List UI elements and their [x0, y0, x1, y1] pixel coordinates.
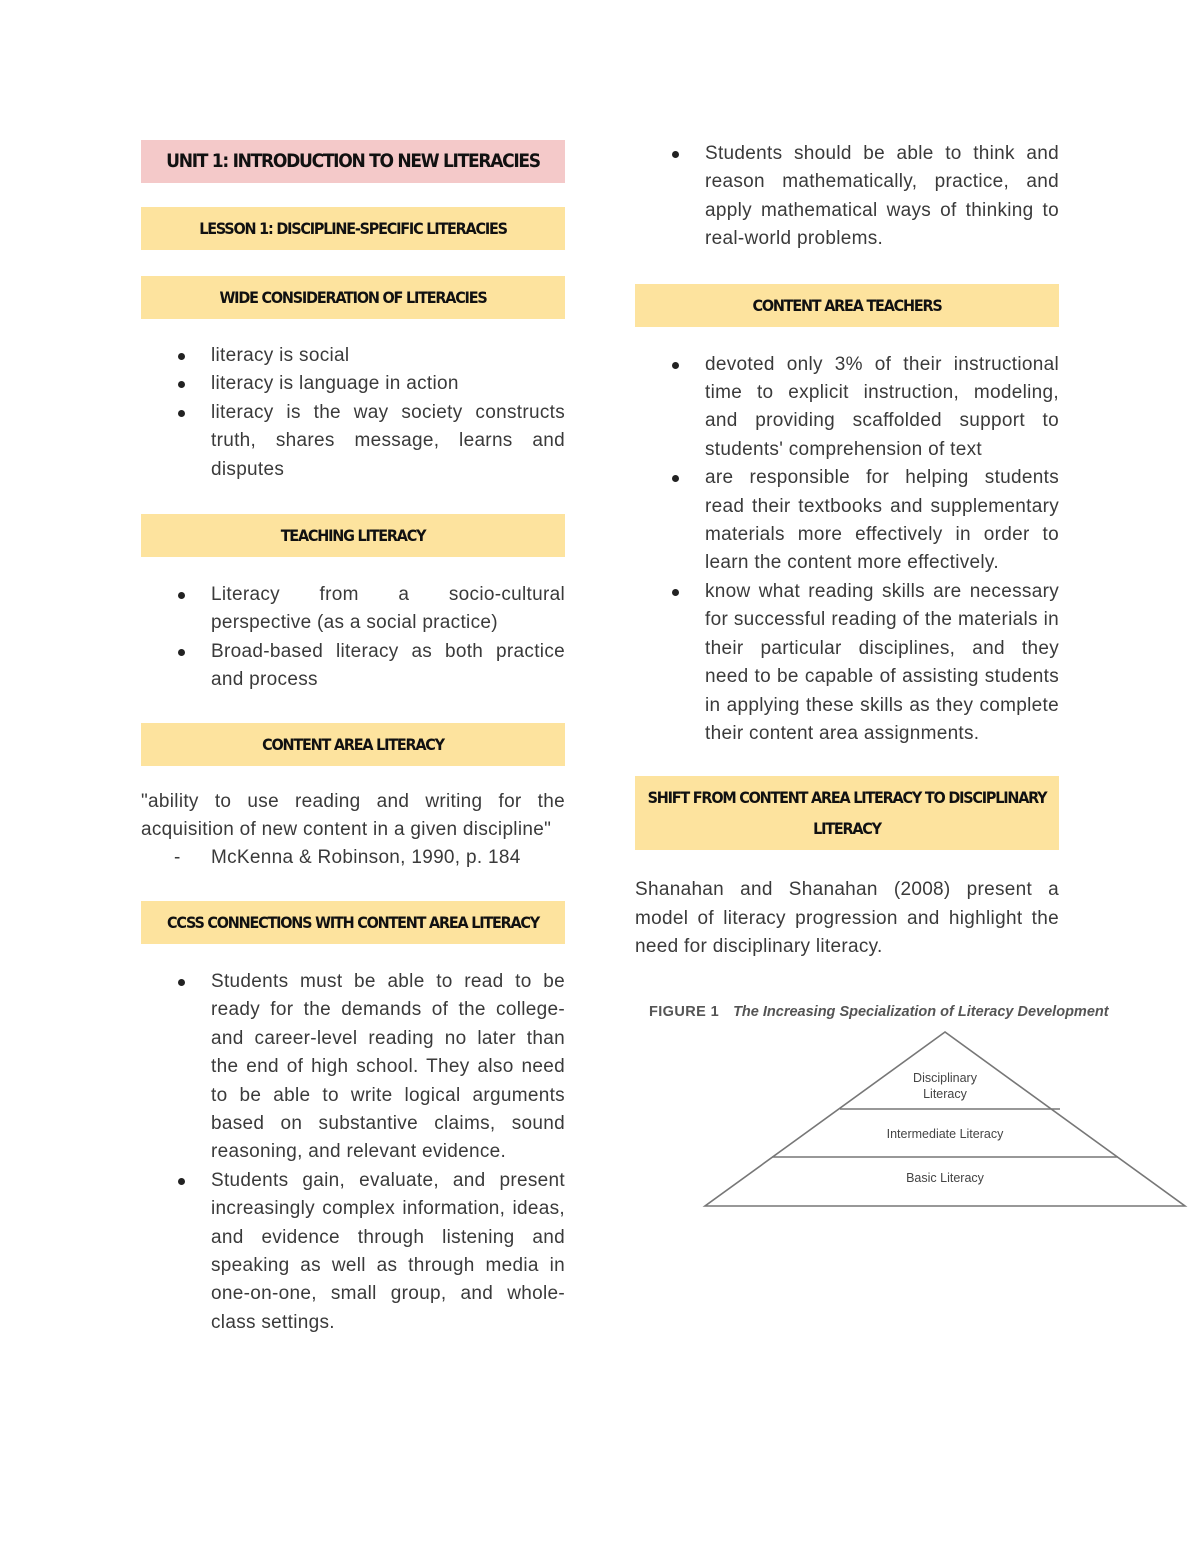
content-area-teachers-list	[635, 351, 1059, 749]
teaching-literacy-heading: TEACHING LITERACY	[141, 514, 565, 557]
citation	[141, 844, 565, 872]
list-item: Students must be able to read to be ready for the demands of the college- and career-level reading no later than the end of high school. They also need to be able to write logical arguments based on substantive claims, sound reasoning, and relevant evidence.	[211, 968, 565, 1167]
unit-title: UNIT 1: INTRODUCTION TO NEW LITERACIES	[141, 140, 565, 183]
list-item: literacy is language in action	[211, 370, 565, 398]
teaching-literacy-list	[141, 581, 565, 695]
list-item: know what reading skills are necessary for successful reading of the materials in their particular disciplines, and they need to be capable of assisting students in applying these skills as they complete their content area assignments.	[705, 578, 1059, 748]
content-area-literacy-heading: CONTENT AREA LITERACY	[141, 723, 565, 766]
ccss-list	[141, 968, 565, 1337]
shift-heading	[635, 776, 1059, 850]
wide-consideration-list	[141, 342, 565, 484]
lesson-title: LESSON 1: DISCIPLINE-SPECIFIC LITERACIES	[141, 207, 565, 250]
list-item: Broad-based literacy as both practice and process	[211, 638, 565, 695]
literacy-pyramid-diagram	[635, 1024, 1195, 1214]
figure-title	[649, 1003, 1109, 1020]
left-column	[141, 140, 565, 1337]
list-item: are responsible for helping students read their textbooks and supplementary materials more effectively in order to learn the content more effectively.	[705, 464, 1059, 578]
wide-consideration-heading: WIDE CONSIDERATION OF LITERACIES	[141, 276, 565, 319]
shift-heading-line2: LITERACY	[813, 819, 881, 839]
ccss-list-continued	[635, 140, 1059, 254]
list-item: literacy is social	[211, 342, 565, 370]
pyramid-bottom-label: Basic Literacy	[906, 1170, 984, 1185]
citation-dash: -	[174, 847, 181, 869]
list-item: Literacy from a socio-cultural perspective (as a social practice)	[211, 581, 565, 638]
shift-heading-line1: SHIFT FROM CONTENT AREA LITERACY TO DISCIPLINARY	[647, 788, 1047, 808]
list-item: literacy is the way society constructs truth, shares message, learns and disputes	[211, 399, 565, 484]
list-item: devoted only 3% of their instructional time to explicit instruction, modeling, and providing scaffolded support to students' comprehension of text	[705, 351, 1059, 465]
figure-label: FIGURE 1	[649, 1003, 720, 1020]
citation-text: McKenna & Robinson, 1990, p. 184	[211, 847, 521, 869]
pyramid-middle-label: Intermediate Literacy	[886, 1126, 1004, 1141]
pyramid-top-label-line2: Literacy	[923, 1086, 967, 1101]
ccss-heading: CCSS CONNECTIONS WITH CONTENT AREA LITERACY	[141, 901, 565, 944]
shift-paragraph: Shanahan and Shanahan (2008) present a model of literacy progression and highlight the need for disciplinary literacy.	[635, 879, 1059, 958]
list-item: Students should be able to think and reason mathematically, practice, and apply mathematical ways of thinking to real-world problems.	[705, 140, 1059, 254]
pyramid-top-label-line1: Disciplinary	[913, 1070, 977, 1085]
list-item: Students gain, evaluate, and present increasingly complex information, ideas, and evidence through listening and speaking as well as through media in one-on-one, small group, and whole-class settings.	[211, 1167, 565, 1337]
figure-caption: The Increasing Specialization of Literacy Development	[733, 1003, 1109, 1020]
definition-quote: "ability to use reading and writing for the acquisition of new content in a given discipline"	[141, 790, 565, 841]
content-area-teachers-heading: CONTENT AREA TEACHERS	[635, 284, 1059, 327]
right-column	[635, 140, 1109, 1214]
